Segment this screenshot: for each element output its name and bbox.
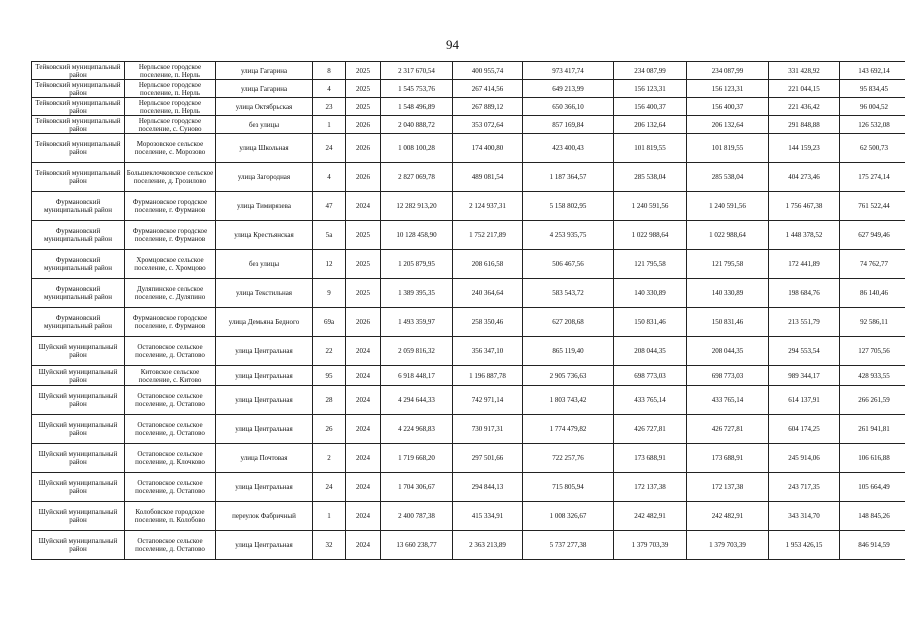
cost-col-4-cell: 140 330,89 bbox=[687, 279, 769, 308]
district-cell: Шуйский муниципальный район bbox=[32, 366, 125, 386]
total-cost-cell: 1 719 668,20 bbox=[381, 444, 453, 473]
year-cell: 2024 bbox=[346, 366, 381, 386]
cost-col-5-cell: 614 137,91 bbox=[769, 386, 840, 415]
settlement-cell: Хромцовское сельское поселение, с. Хромцово bbox=[125, 250, 216, 279]
total-cost-cell: 4 224 968,83 bbox=[381, 415, 453, 444]
table-row bbox=[32, 473, 905, 502]
total-cost-cell: 13 660 238,77 bbox=[381, 531, 453, 560]
total-cost-cell: 2 040 888,72 bbox=[381, 116, 453, 134]
cost-col-5-cell: 291 848,88 bbox=[769, 116, 840, 134]
cost-col-5-cell: 198 684,76 bbox=[769, 279, 840, 308]
cost-col-2-cell: 4 253 935,75 bbox=[523, 221, 614, 250]
district-cell: Фурмановский муниципальный район bbox=[32, 279, 125, 308]
settlement-cell: Остаповское сельское поселение, д. Остапово bbox=[125, 386, 216, 415]
total-cost-cell: 1 545 753,76 bbox=[381, 80, 453, 98]
year-cell: 2026 bbox=[346, 134, 381, 163]
cost-col-6-cell: 106 616,88 bbox=[840, 444, 905, 473]
cost-col-4-cell: 156 400,37 bbox=[687, 98, 769, 116]
cost-col-6-cell: 127 705,56 bbox=[840, 337, 905, 366]
cost-col-6-cell: 92 586,11 bbox=[840, 308, 905, 337]
year-cell: 2024 bbox=[346, 337, 381, 366]
cost-col-6-cell: 62 500,73 bbox=[840, 134, 905, 163]
cost-col-1-cell: 294 844,13 bbox=[453, 473, 523, 502]
cost-col-3-cell: 1 022 988,64 bbox=[614, 221, 687, 250]
cost-col-3-cell: 156 123,31 bbox=[614, 80, 687, 98]
year-cell: 2026 bbox=[346, 116, 381, 134]
year-cell: 2025 bbox=[346, 98, 381, 116]
cost-col-3-cell: 698 773,03 bbox=[614, 366, 687, 386]
street-cell: улица Центральная bbox=[216, 473, 313, 502]
cost-col-6-cell: 96 004,52 bbox=[840, 98, 905, 116]
cost-col-3-cell: 242 482,91 bbox=[614, 502, 687, 531]
settlement-cell: Фурмановское городское поселение, г. Фурманов bbox=[125, 308, 216, 337]
district-cell: Фурмановский муниципальный район bbox=[32, 250, 125, 279]
year-cell: 2024 bbox=[346, 386, 381, 415]
cost-col-2-cell: 5 158 802,95 bbox=[523, 192, 614, 221]
settlement-cell: Нерльское городское поселение, с. Суново bbox=[125, 116, 216, 134]
cost-col-3-cell: 101 819,55 bbox=[614, 134, 687, 163]
cost-col-6-cell: 86 140,46 bbox=[840, 279, 905, 308]
street-cell: улица Центральная bbox=[216, 337, 313, 366]
cost-col-6-cell: 148 845,26 bbox=[840, 502, 905, 531]
street-cell: переулок Фабричный bbox=[216, 502, 313, 531]
settlement-cell: Китовское сельское поселение, с. Китово bbox=[125, 366, 216, 386]
cost-col-2-cell: 423 400,43 bbox=[523, 134, 614, 163]
cost-col-5-cell: 213 551,79 bbox=[769, 308, 840, 337]
settlement-cell: Нерльское городское поселение, п. Нерль bbox=[125, 80, 216, 98]
total-cost-cell: 6 918 448,17 bbox=[381, 366, 453, 386]
table-row bbox=[32, 502, 905, 531]
total-cost-cell: 1 548 496,89 bbox=[381, 98, 453, 116]
cost-col-6-cell: 261 941,81 bbox=[840, 415, 905, 444]
settlement-cell: Остаповское сельское поселение, д. Клочково bbox=[125, 444, 216, 473]
cost-col-1-cell: 208 616,58 bbox=[453, 250, 523, 279]
district-cell: Шуйский муниципальный район bbox=[32, 415, 125, 444]
cost-col-5-cell: 221 436,42 bbox=[769, 98, 840, 116]
total-cost-cell: 10 128 458,90 bbox=[381, 221, 453, 250]
cost-col-6-cell: 627 949,46 bbox=[840, 221, 905, 250]
year-cell: 2024 bbox=[346, 192, 381, 221]
cost-col-2-cell: 650 366,10 bbox=[523, 98, 614, 116]
street-cell: улица Загородная bbox=[216, 163, 313, 192]
cost-col-1-cell: 730 917,31 bbox=[453, 415, 523, 444]
total-cost-cell: 4 294 644,33 bbox=[381, 386, 453, 415]
street-cell: улица Центральная bbox=[216, 386, 313, 415]
cost-col-3-cell: 208 044,35 bbox=[614, 337, 687, 366]
cost-col-2-cell: 5 737 277,38 bbox=[523, 531, 614, 560]
district-cell: Шуйский муниципальный район bbox=[32, 502, 125, 531]
table-row bbox=[32, 116, 905, 134]
cost-col-2-cell: 1 008 326,67 bbox=[523, 502, 614, 531]
cost-col-2-cell: 506 467,56 bbox=[523, 250, 614, 279]
cost-col-3-cell: 121 795,58 bbox=[614, 250, 687, 279]
settlement-cell: Остаповское сельское поселение, д. Остапово bbox=[125, 415, 216, 444]
cost-col-6-cell: 846 914,59 bbox=[840, 531, 905, 560]
cost-col-6-cell: 95 834,45 bbox=[840, 80, 905, 98]
house-number-cell: 1 bbox=[313, 116, 346, 134]
cost-col-2-cell: 649 213,99 bbox=[523, 80, 614, 98]
year-cell: 2025 bbox=[346, 221, 381, 250]
total-cost-cell: 1 205 879,95 bbox=[381, 250, 453, 279]
house-number-cell: 22 bbox=[313, 337, 346, 366]
cost-col-5-cell: 343 314,70 bbox=[769, 502, 840, 531]
street-cell: улица Центральная bbox=[216, 415, 313, 444]
house-number-cell: 8 bbox=[313, 62, 346, 80]
house-number-cell: 4 bbox=[313, 80, 346, 98]
cost-col-5-cell: 1 756 467,38 bbox=[769, 192, 840, 221]
year-cell: 2025 bbox=[346, 250, 381, 279]
settlement-cell: Фурмановское городское поселение, г. Фурманов bbox=[125, 221, 216, 250]
house-number-cell: 95 bbox=[313, 366, 346, 386]
cost-col-6-cell: 126 532,08 bbox=[840, 116, 905, 134]
street-cell: улица Школьная bbox=[216, 134, 313, 163]
cost-col-1-cell: 353 072,64 bbox=[453, 116, 523, 134]
house-number-cell: 26 bbox=[313, 415, 346, 444]
settlement-cell: Фурмановское городское поселение, г. Фурманов bbox=[125, 192, 216, 221]
cost-col-3-cell: 433 765,14 bbox=[614, 386, 687, 415]
house-number-cell: 69а bbox=[313, 308, 346, 337]
year-cell: 2025 bbox=[346, 279, 381, 308]
year-cell: 2026 bbox=[346, 163, 381, 192]
cost-col-3-cell: 172 137,38 bbox=[614, 473, 687, 502]
street-cell: улица Почтовая bbox=[216, 444, 313, 473]
street-cell: улица Гагарина bbox=[216, 80, 313, 98]
district-cell: Шуйский муниципальный район bbox=[32, 337, 125, 366]
year-cell: 2024 bbox=[346, 502, 381, 531]
cost-col-6-cell: 175 274,14 bbox=[840, 163, 905, 192]
district-cell: Фурмановский муниципальный район bbox=[32, 192, 125, 221]
house-number-cell: 28 bbox=[313, 386, 346, 415]
house-number-cell: 4 bbox=[313, 163, 346, 192]
cost-col-2-cell: 1 187 364,57 bbox=[523, 163, 614, 192]
cost-col-4-cell: 285 538,04 bbox=[687, 163, 769, 192]
table-row bbox=[32, 386, 905, 415]
table-row bbox=[32, 415, 905, 444]
house-number-cell: 32 bbox=[313, 531, 346, 560]
house-number-cell: 2 bbox=[313, 444, 346, 473]
cost-col-4-cell: 698 773,03 bbox=[687, 366, 769, 386]
cost-col-4-cell: 1 022 988,64 bbox=[687, 221, 769, 250]
year-cell: 2024 bbox=[346, 473, 381, 502]
cost-col-4-cell: 426 727,81 bbox=[687, 415, 769, 444]
cost-col-4-cell: 101 819,55 bbox=[687, 134, 769, 163]
cost-col-2-cell: 1 803 743,42 bbox=[523, 386, 614, 415]
street-cell: улица Крестьянская bbox=[216, 221, 313, 250]
cost-col-1-cell: 258 350,46 bbox=[453, 308, 523, 337]
district-cell: Тейковский муниципальный район bbox=[32, 163, 125, 192]
cost-col-4-cell: 150 831,46 bbox=[687, 308, 769, 337]
cost-col-1-cell: 1 752 217,89 bbox=[453, 221, 523, 250]
cost-col-4-cell: 433 765,14 bbox=[687, 386, 769, 415]
year-cell: 2024 bbox=[346, 415, 381, 444]
cost-col-5-cell: 404 273,46 bbox=[769, 163, 840, 192]
total-cost-cell: 2 317 670,54 bbox=[381, 62, 453, 80]
total-cost-cell: 1 493 359,97 bbox=[381, 308, 453, 337]
cost-col-2-cell: 857 169,84 bbox=[523, 116, 614, 134]
house-number-cell: 12 bbox=[313, 250, 346, 279]
table-row bbox=[32, 192, 905, 221]
cost-col-3-cell: 1 240 591,56 bbox=[614, 192, 687, 221]
cost-col-4-cell: 156 123,31 bbox=[687, 80, 769, 98]
total-cost-cell: 1 704 306,67 bbox=[381, 473, 453, 502]
district-cell: Шуйский муниципальный район bbox=[32, 386, 125, 415]
cost-col-5-cell: 245 914,06 bbox=[769, 444, 840, 473]
total-cost-cell: 1 389 395,35 bbox=[381, 279, 453, 308]
table-row bbox=[32, 308, 905, 337]
settlement-cell: Колобовское городское поселение, п. Колобово bbox=[125, 502, 216, 531]
cost-col-3-cell: 234 087,99 bbox=[614, 62, 687, 80]
cost-col-5-cell: 1 953 426,15 bbox=[769, 531, 840, 560]
district-cell: Тейковский муниципальный район bbox=[32, 134, 125, 163]
year-cell: 2026 bbox=[346, 308, 381, 337]
district-cell: Тейковский муниципальный район bbox=[32, 98, 125, 116]
total-cost-cell: 2 059 816,32 bbox=[381, 337, 453, 366]
year-cell: 2024 bbox=[346, 531, 381, 560]
cost-col-1-cell: 742 971,14 bbox=[453, 386, 523, 415]
cost-col-2-cell: 2 905 736,63 bbox=[523, 366, 614, 386]
cost-col-3-cell: 206 132,64 bbox=[614, 116, 687, 134]
district-cell: Тейковский муниципальный район bbox=[32, 116, 125, 134]
settlement-cell: Морозовское сельское поселение, с. Морозово bbox=[125, 134, 216, 163]
cost-col-1-cell: 400 955,74 bbox=[453, 62, 523, 80]
cost-col-2-cell: 973 417,74 bbox=[523, 62, 614, 80]
cost-col-3-cell: 285 538,04 bbox=[614, 163, 687, 192]
cost-col-3-cell: 1 379 703,39 bbox=[614, 531, 687, 560]
cost-col-5-cell: 1 448 378,52 bbox=[769, 221, 840, 250]
housing-program-table bbox=[31, 61, 905, 560]
table-row bbox=[32, 531, 905, 560]
cost-col-4-cell: 173 688,91 bbox=[687, 444, 769, 473]
street-cell: улица Центральная bbox=[216, 531, 313, 560]
cost-col-4-cell: 1 240 591,56 bbox=[687, 192, 769, 221]
cost-col-2-cell: 627 208,68 bbox=[523, 308, 614, 337]
street-cell: улица Центральная bbox=[216, 366, 313, 386]
cost-col-1-cell: 489 081,54 bbox=[453, 163, 523, 192]
street-cell: улица Текстильная bbox=[216, 279, 313, 308]
table-row bbox=[32, 163, 905, 192]
cost-col-5-cell: 331 428,92 bbox=[769, 62, 840, 80]
house-number-cell: 24 bbox=[313, 134, 346, 163]
house-number-cell: 23 bbox=[313, 98, 346, 116]
cost-col-1-cell: 415 334,91 bbox=[453, 502, 523, 531]
cost-col-3-cell: 140 330,89 bbox=[614, 279, 687, 308]
year-cell: 2024 bbox=[346, 444, 381, 473]
total-cost-cell: 1 008 100,28 bbox=[381, 134, 453, 163]
cost-col-4-cell: 208 044,35 bbox=[687, 337, 769, 366]
house-number-cell: 47 bbox=[313, 192, 346, 221]
cost-col-1-cell: 356 347,10 bbox=[453, 337, 523, 366]
cost-col-4-cell: 242 482,91 bbox=[687, 502, 769, 531]
district-cell: Шуйский муниципальный район bbox=[32, 531, 125, 560]
street-cell: без улицы bbox=[216, 250, 313, 279]
table-row bbox=[32, 444, 905, 473]
table-row bbox=[32, 62, 905, 80]
district-cell: Тейковский муниципальный район bbox=[32, 80, 125, 98]
cost-col-6-cell: 761 522,44 bbox=[840, 192, 905, 221]
cost-col-3-cell: 173 688,91 bbox=[614, 444, 687, 473]
district-cell: Тейковский муниципальный район bbox=[32, 62, 125, 80]
cost-col-3-cell: 156 400,37 bbox=[614, 98, 687, 116]
cost-col-5-cell: 604 174,25 bbox=[769, 415, 840, 444]
district-cell: Шуйский муниципальный район bbox=[32, 473, 125, 502]
street-cell: улица Октябрьская bbox=[216, 98, 313, 116]
cost-col-6-cell: 105 664,49 bbox=[840, 473, 905, 502]
street-cell: без улицы bbox=[216, 116, 313, 134]
street-cell: улица Гагарина bbox=[216, 62, 313, 80]
table-row bbox=[32, 221, 905, 250]
district-cell: Шуйский муниципальный район bbox=[32, 444, 125, 473]
total-cost-cell: 2 400 787,38 bbox=[381, 502, 453, 531]
table-row bbox=[32, 366, 905, 386]
cost-col-2-cell: 583 543,72 bbox=[523, 279, 614, 308]
district-cell: Фурмановский муниципальный район bbox=[32, 308, 125, 337]
table-row bbox=[32, 337, 905, 366]
cost-col-4-cell: 206 132,64 bbox=[687, 116, 769, 134]
cost-col-1-cell: 2 363 213,89 bbox=[453, 531, 523, 560]
house-number-cell: 9 bbox=[313, 279, 346, 308]
table-row bbox=[32, 98, 905, 116]
total-cost-cell: 2 827 069,78 bbox=[381, 163, 453, 192]
cost-col-1-cell: 297 501,66 bbox=[453, 444, 523, 473]
house-number-cell: 5а bbox=[313, 221, 346, 250]
cost-col-2-cell: 715 805,94 bbox=[523, 473, 614, 502]
cost-col-4-cell: 172 137,38 bbox=[687, 473, 769, 502]
table-row bbox=[32, 279, 905, 308]
cost-col-2-cell: 865 119,40 bbox=[523, 337, 614, 366]
cost-col-6-cell: 428 933,55 bbox=[840, 366, 905, 386]
cost-col-1-cell: 174 400,80 bbox=[453, 134, 523, 163]
settlement-cell: Остаповское сельское поселение, д. Остапово bbox=[125, 337, 216, 366]
cost-col-5-cell: 221 044,15 bbox=[769, 80, 840, 98]
table-row bbox=[32, 250, 905, 279]
cost-col-1-cell: 267 414,56 bbox=[453, 80, 523, 98]
year-cell: 2025 bbox=[346, 80, 381, 98]
cost-col-1-cell: 1 196 887,78 bbox=[453, 366, 523, 386]
cost-col-1-cell: 267 889,12 bbox=[453, 98, 523, 116]
street-cell: улица Демьяна Бедного bbox=[216, 308, 313, 337]
settlement-cell: Большеклочковское сельское поселение, д. Грозилово bbox=[125, 163, 216, 192]
cost-col-5-cell: 172 441,89 bbox=[769, 250, 840, 279]
cost-col-4-cell: 234 087,99 bbox=[687, 62, 769, 80]
cost-col-1-cell: 240 364,64 bbox=[453, 279, 523, 308]
cost-col-3-cell: 426 727,81 bbox=[614, 415, 687, 444]
street-cell: улица Тимирязева bbox=[216, 192, 313, 221]
cost-col-3-cell: 150 831,46 bbox=[614, 308, 687, 337]
table-row bbox=[32, 80, 905, 98]
page-number: 94 bbox=[446, 37, 459, 52]
total-cost-cell: 12 282 913,20 bbox=[381, 192, 453, 221]
cost-col-2-cell: 1 774 479,82 bbox=[523, 415, 614, 444]
table-body bbox=[32, 62, 905, 560]
cost-col-2-cell: 722 257,76 bbox=[523, 444, 614, 473]
settlement-cell: Нерльское городское поселение, п. Нерль bbox=[125, 98, 216, 116]
settlement-cell: Остаповское сельское поселение, д. Остапово bbox=[125, 531, 216, 560]
house-number-cell: 1 bbox=[313, 502, 346, 531]
cost-col-5-cell: 243 717,35 bbox=[769, 473, 840, 502]
cost-col-6-cell: 143 692,14 bbox=[840, 62, 905, 80]
year-cell: 2025 bbox=[346, 62, 381, 80]
settlement-cell: Дуляпинское сельское поселение, с. Дуляпино bbox=[125, 279, 216, 308]
settlement-cell: Остаповское сельское поселение, д. Остапово bbox=[125, 473, 216, 502]
district-cell: Фурмановский муниципальный район bbox=[32, 221, 125, 250]
cost-col-6-cell: 74 762,77 bbox=[840, 250, 905, 279]
cost-col-1-cell: 2 124 937,31 bbox=[453, 192, 523, 221]
cost-col-5-cell: 144 159,23 bbox=[769, 134, 840, 163]
cost-col-6-cell: 266 261,59 bbox=[840, 386, 905, 415]
settlement-cell: Нерльское городское поселение, п. Нерль bbox=[125, 62, 216, 80]
cost-col-5-cell: 989 344,17 bbox=[769, 366, 840, 386]
cost-col-4-cell: 121 795,58 bbox=[687, 250, 769, 279]
cost-col-4-cell: 1 379 703,39 bbox=[687, 531, 769, 560]
cost-col-5-cell: 294 553,54 bbox=[769, 337, 840, 366]
table-row bbox=[32, 134, 905, 163]
house-number-cell: 24 bbox=[313, 473, 346, 502]
